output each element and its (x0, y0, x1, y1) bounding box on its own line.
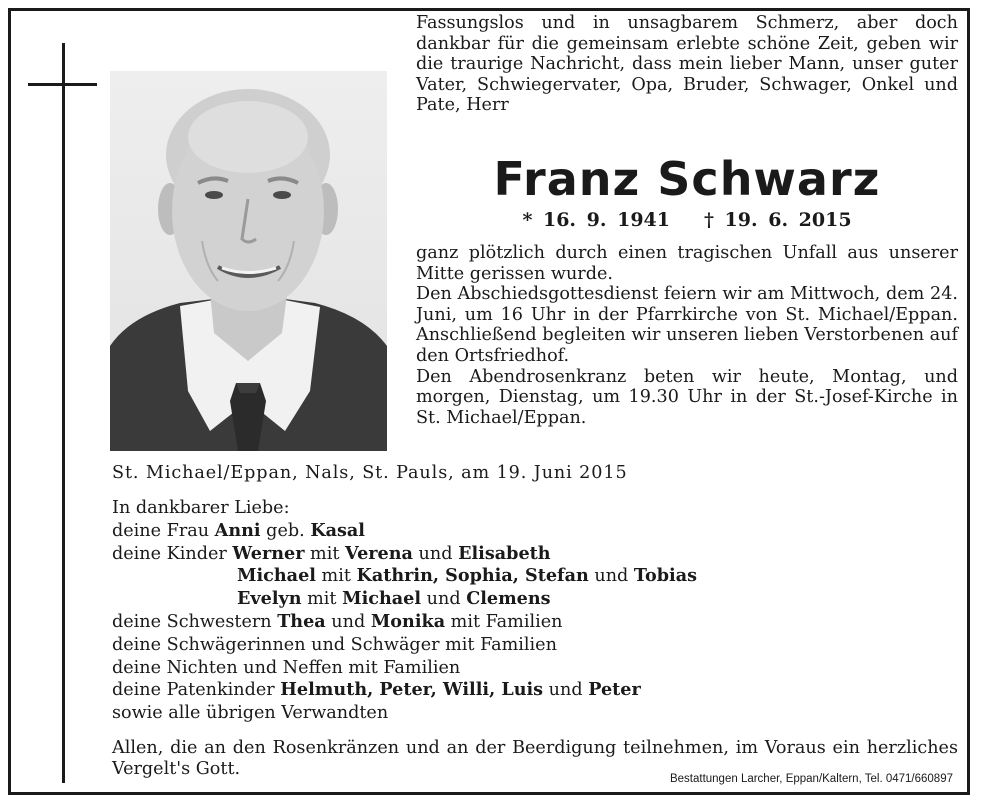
closing-text: Allen, die an den Rosenkränzen und an der Beerdigung teilnehmen, im Voraus ein herzliches Vergelt's Gott. (112, 738, 958, 779)
mourner-children: deine Kinder Werner mit Verena und Elisabeth (112, 542, 551, 564)
portrait-illustration (110, 71, 387, 451)
mourner-inlaws: deine Schwägerinnen und Schwäger mit Familien (112, 634, 557, 655)
funeral-home-credit: Bestattungen Larcher, Eppan/Kaltern, Tel. 0471/660897 (669, 773, 953, 785)
mourner-wife: deine Frau Anni geb. Kasal (112, 519, 365, 541)
mourners-heading: In dankbarer Liebe: (112, 498, 290, 518)
mourner-godchildren: deine Patenkinder Helmuth, Peter, Willi, Luis und Peter (112, 679, 641, 701)
cross-icon-bar (28, 83, 97, 86)
deceased-name: Franz Schwarz (493, 152, 881, 206)
paragraph-accident: ganz plötzlich durch einen tragischen Unfall aus unserer Mitte gerissen wurde. (416, 243, 958, 284)
cross-icon (62, 43, 65, 783)
mourner-relatives: sowie alle übrigen Verwandten (112, 703, 389, 724)
mourners-list (112, 497, 697, 725)
paragraph-funeral: Den Abschiedsgottesdienst feiern wir am Mittwoch, dem 24. Juni, um 16 Uhr in der Pfarrkirche von St. Michael/Eppan. Anschließend begleiten wir unseren lieben Verstorbenen auf den Ortsfriedhof. (416, 284, 958, 366)
portrait-photo (110, 71, 387, 451)
paragraph-rosary: Den Abendrosenkranz beten wir heute, Montag, und morgen, Dienstag, um 19.30 Uhr in der St.-Josef-Kirche in St. Michael/Eppan. (416, 366, 958, 428)
mourner-children-3: Evelyn mit Michael und Clemens (237, 588, 551, 610)
birth-date: * 16. 9. 1941 (522, 209, 670, 231)
mourner-sisters: deine Schwestern Thea und Monika mit Familien (112, 610, 563, 632)
intro-paragraph: Fassungslos und in unsagbarem Schmerz, aber doch dankbar für die gemeinsam erlebte schöne Zeit, geben wir die traurige Nachricht, dass mein lieber Mann, unser guter Vater, Schwiegervater, Opa, Bruder, Schwager, Onkel und Pate, Herr (416, 13, 958, 116)
service-text (416, 243, 958, 428)
life-dates (416, 209, 958, 231)
death-notice (8, 8, 970, 795)
death-date: † 19. 6. 2015 (704, 209, 852, 231)
intro-text (416, 13, 958, 116)
mourner-children-2: Michael mit Kathrin, Sophia, Stefan und Tobias (237, 565, 698, 587)
mourner-nieces: deine Nichten und Neffen mit Familien (112, 657, 461, 678)
place-date: St. Michael/Eppan, Nals, St. Pauls, am 19. Juni 2015 (112, 463, 628, 483)
